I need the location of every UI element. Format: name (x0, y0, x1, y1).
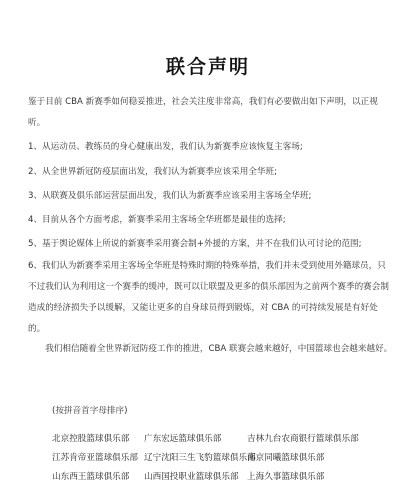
statement-item: 6、我们认为新赛季采用主客场全华班是特殊时期的特殊举措，我们并未受到使用外籍球员，只不过我们认为利用这一个赛季的缓冲，既可以让联盟及更多的俱乐部因为之前两个赛季的赛会制造成的经济损失予以缓解，又能让更多的自身球员得到锻炼，对 CBA 的可持续发展是有好处的。 (28, 261, 389, 334)
club-row (52, 428, 402, 447)
statement-item: 2、从全世界新冠防疫层面出发，我们认为新赛季应该采用全华班; (28, 167, 277, 177)
statement-item: 4、目前从各个方面考虑，新赛季采用主客场全华班都是最佳的选择; (28, 215, 286, 225)
statement-item: 3、从联赛及俱乐部运营层面出发，我们认为新赛季应该采用主客场全华班; (28, 191, 312, 201)
club-row (52, 466, 402, 485)
order-note: (按拼音首字母排序) (52, 406, 128, 416)
statement-item: 5、基于舆论媒体上所说的新赛季采用赛会制+外援的方案，并不在我们认可讨论的范围; (28, 239, 362, 249)
intro-paragraph: 鉴于目前 CBA 新赛季如何稳妥推进，社会关注度非常高，我们有必要做出如下声明，以正视听。 (28, 97, 378, 128)
statement-item: 1、从运动员、教练员的身心健康出发，我们认为新赛季应该恢复主客场; (28, 142, 303, 152)
club-name: 辽宁沈阳三生飞豹篮球俱乐部 (144, 452, 256, 463)
club-name: 山东西王篮球俱乐部 (52, 471, 130, 482)
club-name: 江苏肯帝亚篮球俱乐部 (52, 452, 138, 463)
page-title: 联合声明 (165, 56, 250, 78)
club-name: 吉林九台农商银行篮球俱乐部 (247, 433, 359, 444)
club-name: 南京同曦篮球俱乐部 (247, 452, 325, 463)
closing-paragraph: 我们相信随着全世界新冠防疫工作的推进，CBA 联赛会越来越好，中国篮球也会越来越好。 (45, 344, 393, 354)
club-name: 北京控股篮球俱乐部 (52, 433, 130, 444)
club-name: 山西国投职业篮球俱乐部 (144, 471, 239, 482)
club-list (52, 428, 402, 485)
club-row (52, 447, 402, 466)
club-name: 广东宏远篮球俱乐部 (144, 433, 222, 444)
club-name: 上海久事篮球俱乐部 (247, 471, 325, 482)
